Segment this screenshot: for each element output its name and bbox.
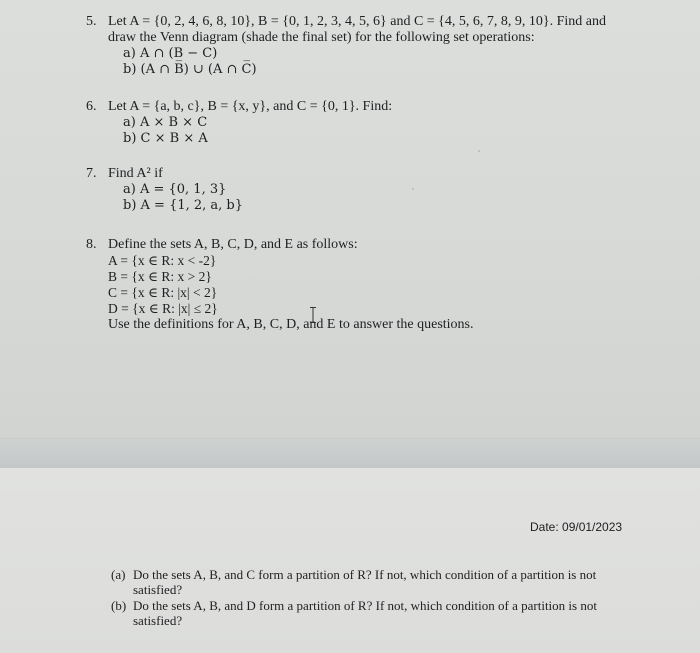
part-text: Do the sets A, B, and C form a partition of R? If not, which condition of a partition is not satisfied?: [133, 567, 597, 597]
part-a: [111, 567, 631, 597]
part-label: (b): [111, 598, 127, 613]
set-definition-c: C = {x ∈ R: |x| < 2}: [108, 285, 218, 300]
question-number: 8.: [86, 237, 97, 252]
subquestion-b: b) C × B × A: [123, 131, 208, 146]
part-b: [111, 598, 631, 628]
question-text-line: Let A = {0, 2, 4, 6, 8, 10}, B = {0, 1, 2, 3, 4, 5, 6} and C = {4, 5, 6, 7, 8, 9, 10}. Find and: [108, 14, 607, 29]
text-cursor-icon: [309, 307, 317, 323]
part-text: Do the sets A, B, and D form a partition of R? If not, which condition of a partition is not satisfied?: [133, 598, 597, 628]
question-number: 5.: [86, 14, 97, 29]
set-definition-d: D = {x ∈ R: |x| ≤ 2}: [108, 301, 218, 316]
question-number: 7.: [86, 166, 97, 181]
subquestion-a: a) A ∩ (B − C): [123, 46, 218, 61]
subquestion-a: a) A × B × C: [123, 115, 208, 130]
question-text-line: Use the definitions for A, B, C, D, and E to answer the questions.: [108, 317, 474, 332]
set-definition-a: A = {x ∈ R: x < -2}: [108, 253, 217, 268]
page-speck: [412, 188, 414, 190]
subquestion-b: b) A = {1, 2, a, b}: [123, 198, 244, 213]
question-text-line: Let A = {a, b, c}, B = {x, y}, and C = {0, 1}. Find:: [108, 99, 393, 114]
question-text-line: Define the sets A, B, C, D, and E as follows:: [108, 237, 358, 252]
page-speck: [478, 150, 480, 152]
page-divider-band: [0, 438, 700, 469]
subquestion-a: a) A = {0, 1, 3}: [123, 182, 227, 197]
set-definition-b: B = {x ∈ R: x > 2}: [108, 269, 212, 284]
question-number: 6.: [86, 99, 97, 114]
part-label: (a): [111, 567, 126, 582]
question-text-line: draw the Venn diagram (shade the final set) for the following set operations:: [108, 30, 535, 45]
question-text-line: Find A² if: [108, 166, 163, 181]
date-label: Date: 09/01/2023: [530, 520, 623, 534]
subquestion-b: b) (A ∩ B̅) ∪ (A ∩ C̅): [123, 62, 257, 77]
